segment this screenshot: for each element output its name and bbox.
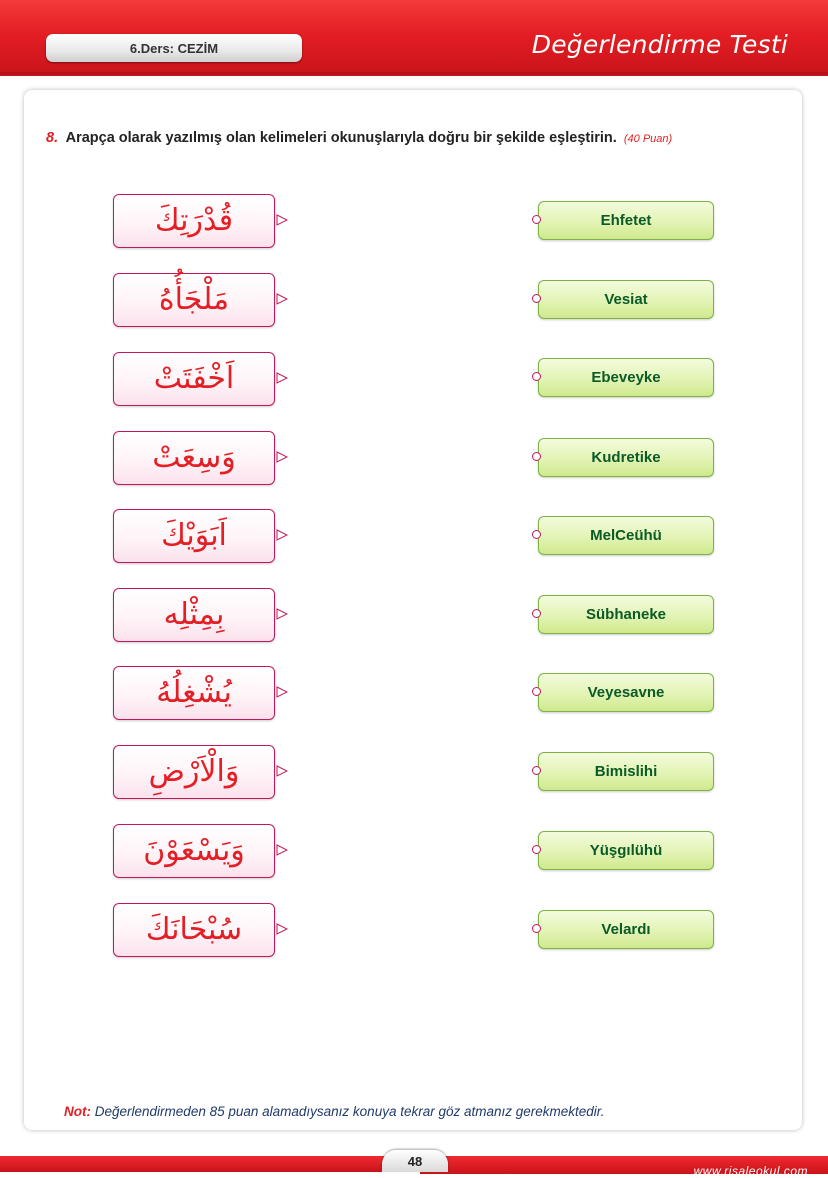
connector-arrow-icon[interactable] [276,686,288,698]
answer-box[interactable] [538,358,714,397]
arabic-word-box[interactable] [113,588,275,642]
connector-dot-icon[interactable] [532,924,541,933]
question-number: 8. [46,130,59,146]
answer-label: Kudretike [591,449,661,466]
connector-arrow-icon[interactable] [276,529,288,541]
answer-label: Ehfetet [600,212,652,229]
arabic-word: اَبَوَيْكَ [161,518,227,553]
answer-label: Bimislihi [594,763,658,780]
footnote-text: Değerlendirmeden 85 puan alamadıysanız konuya tekrar göz atmanız gerekmektedir. [94,1104,605,1119]
header-divider [0,72,828,75]
lesson-label: 6.Ders: CEZİM [129,40,219,56]
connector-arrow-icon[interactable] [276,844,288,856]
arabic-word-box[interactable] [113,194,275,248]
arabic-word-box[interactable] [113,431,275,485]
connector-arrow-icon[interactable] [276,372,288,384]
arabic-word-box[interactable] [113,509,275,563]
page-number-tab [382,1150,448,1172]
answer-box[interactable] [538,673,714,712]
lesson-label-pill [46,34,302,62]
footnote-label: Not: [64,1104,91,1119]
connector-dot-icon[interactable] [532,766,541,775]
arabic-word: وَسِعَتْ [152,440,236,475]
answer-box[interactable] [538,595,714,634]
answer-box[interactable] [538,438,714,477]
arabic-word-box[interactable] [113,824,275,878]
answer-box[interactable] [538,516,714,555]
answer-label: Ebeveyke [591,369,661,386]
connector-dot-icon[interactable] [532,845,541,854]
footer-bar-left [0,1156,395,1172]
answer-box[interactable] [538,752,714,791]
page-number: 48 [407,1153,423,1169]
footer-bar-right [420,1156,828,1178]
connector-dot-icon[interactable] [532,294,541,303]
question-text: Arapça olarak yazılmış olan kelimeleri okunuşlarıyla doğru bir şekilde eşleştirin. [65,130,617,146]
connector-dot-icon[interactable] [532,609,541,618]
connector-dot-icon[interactable] [532,452,541,461]
connector-arrow-icon[interactable] [276,765,288,777]
test-title: Değerlendirme Testi [531,30,788,59]
answer-label: MelCeühü [590,527,662,544]
arabic-word-box[interactable] [113,903,275,957]
connector-arrow-icon[interactable] [276,214,288,226]
answer-label: Velardı [601,921,651,938]
connector-dot-icon[interactable] [532,530,541,539]
connector-dot-icon[interactable] [532,687,541,696]
arabic-word-box[interactable] [113,273,275,327]
arabic-word: وَيَسْعَوْنَ [143,833,245,868]
arabic-word-box[interactable] [113,666,275,720]
arabic-word: اَخْفَتَتْ [153,361,235,396]
answer-label: Yüşgılühü [589,842,663,859]
arabic-word: قُدْرَتِكَ [154,203,234,238]
arabic-word: يُشْغِلُهُ [156,675,232,710]
answer-box[interactable] [538,831,714,870]
question-points: (40 Puan) [623,133,673,145]
answer-box[interactable] [538,201,714,240]
connector-arrow-icon[interactable] [276,608,288,620]
arabic-word-box[interactable] [113,745,275,799]
connector-arrow-icon[interactable] [276,923,288,935]
site-url: www.risaleokul.com [693,1164,808,1178]
arabic-word: سُبْحَانَكَ [145,912,243,947]
question-prompt [46,130,806,146]
connector-dot-icon[interactable] [532,372,541,381]
arabic-word: مَلْجَأُهُ [158,282,230,317]
answer-label: Veyesavne [587,684,665,701]
connector-arrow-icon[interactable] [276,293,288,305]
answer-label: Sübhaneke [585,606,667,623]
page-footer [0,1150,828,1178]
footnote [64,1104,605,1119]
arabic-word-box[interactable] [113,352,275,406]
arabic-word: بِمِثْلِه [163,597,225,632]
answer-label: Vesiat [604,291,648,308]
connector-dot-icon[interactable] [532,215,541,224]
answer-box[interactable] [538,280,714,319]
arabic-word: وَالْاَرْضِ [148,754,240,789]
connector-arrow-icon[interactable] [276,451,288,463]
answer-box[interactable] [538,910,714,949]
